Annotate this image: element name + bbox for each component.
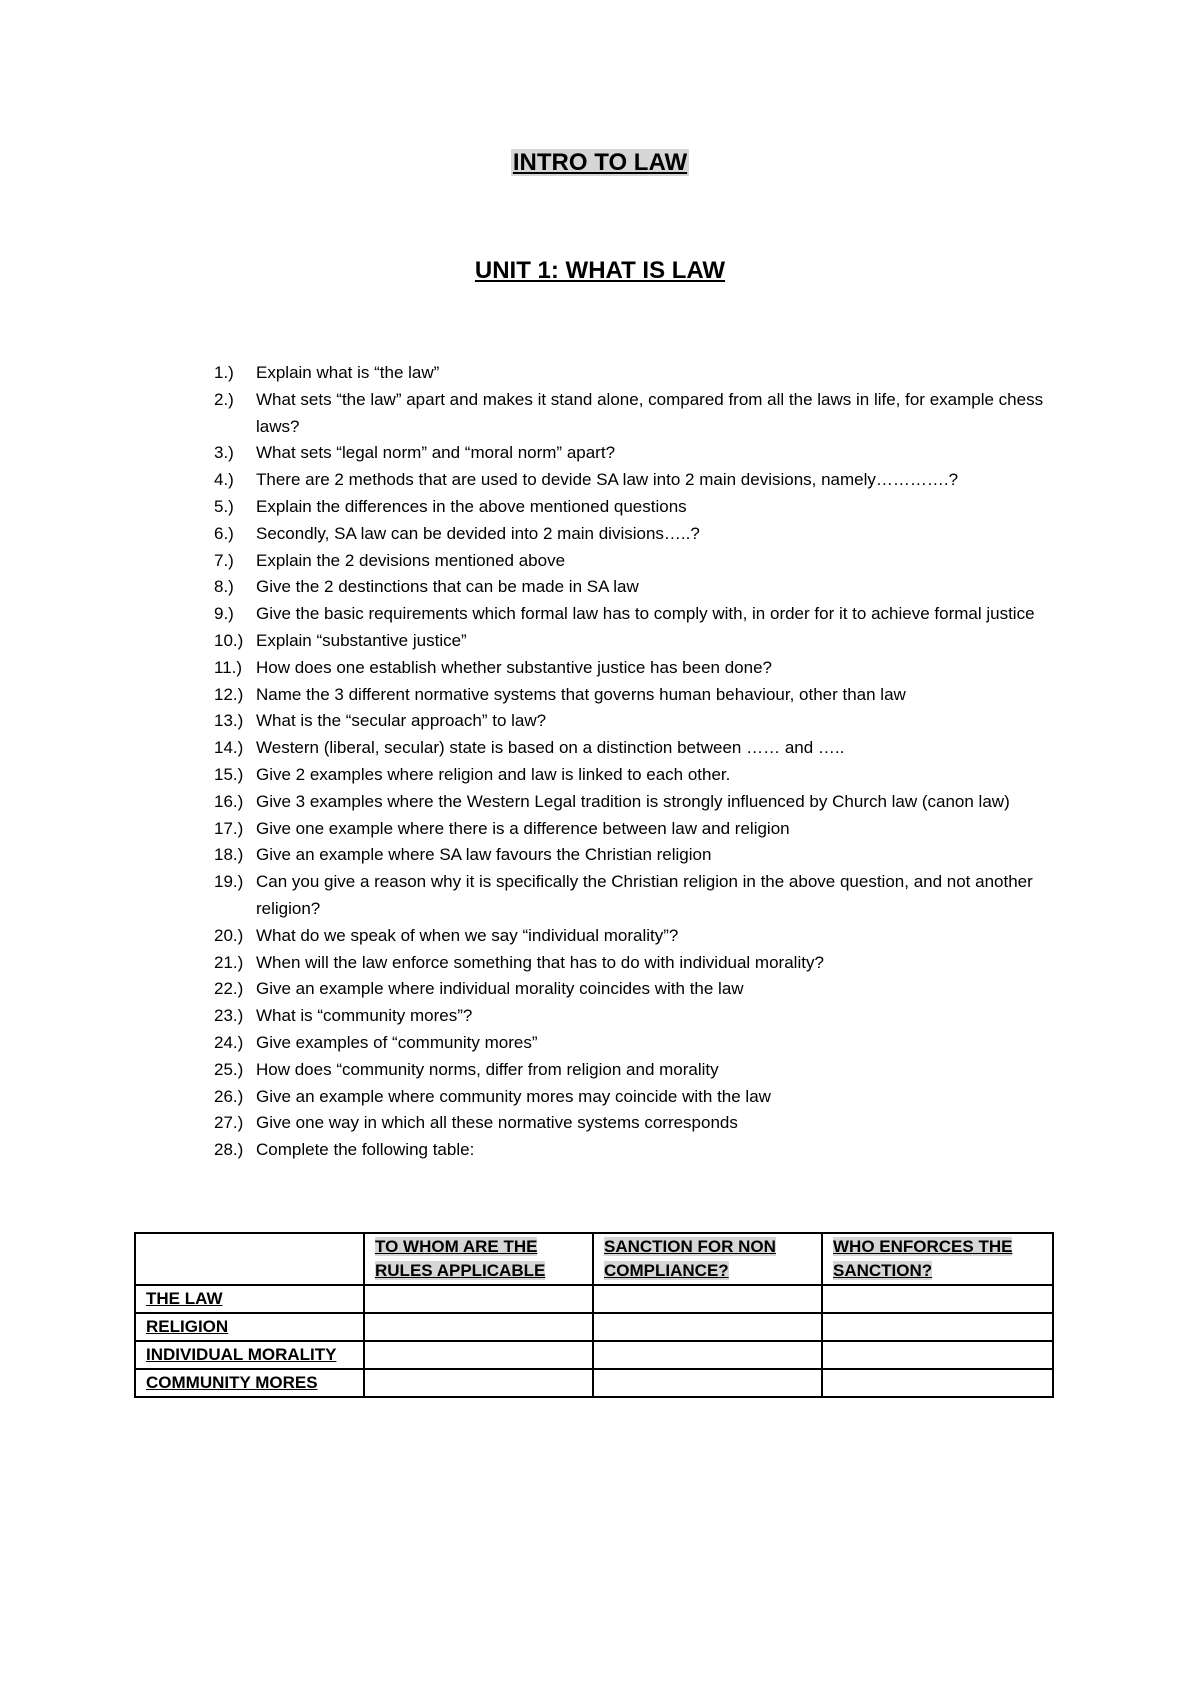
question-number: 25.)	[214, 1059, 244, 1079]
table-row-label	[135, 1341, 364, 1369]
table-row-label-text: RELIGION	[146, 1317, 229, 1336]
question-number: 5.)	[214, 496, 234, 516]
list-item	[214, 976, 1074, 1003]
table-header-text: SANCTION FOR NON COMPLIANCE?	[604, 1237, 776, 1280]
question-text: Give an example where individual morality coincides with the law	[256, 979, 744, 999]
question-number: 24.)	[214, 1032, 244, 1052]
table-header-sanction	[593, 1233, 822, 1285]
question-text: Give 3 examples where the Western Legal tradition is strongly influenced by Church law (canon law)	[256, 791, 1010, 811]
question-text: Complete the following table:	[256, 1140, 475, 1160]
table-row-label	[135, 1285, 364, 1313]
normative-systems-table	[134, 1232, 1054, 1398]
question-number: 20.)	[214, 925, 244, 945]
page-title	[0, 148, 1200, 178]
question-number: 21.)	[214, 952, 244, 972]
table-row	[135, 1341, 1053, 1369]
question-text: What do we speak of when we say “individual morality”?	[256, 925, 679, 945]
table-row	[135, 1369, 1053, 1397]
question-number: 26.)	[214, 1086, 244, 1106]
question-text: What sets “legal norm” and “moral norm” apart?	[256, 443, 616, 463]
list-item	[214, 762, 1074, 789]
question-text: What is “community mores”?	[256, 1006, 473, 1026]
table-row	[135, 1313, 1053, 1341]
table-header-text: WHO ENFORCES THE SANCTION?	[833, 1237, 1013, 1280]
table-cell	[822, 1313, 1053, 1341]
question-text: Give the 2 destinctions that can be made in SA law	[256, 577, 639, 597]
question-text: Give the basic requirements which formal law has to comply with, in order for it to achieve formal justice	[256, 604, 1035, 624]
list-item	[214, 360, 1074, 387]
question-number: 17.)	[214, 818, 244, 838]
table-cell	[593, 1341, 822, 1369]
question-number: 9.)	[214, 604, 234, 624]
question-number: 8.)	[214, 577, 234, 597]
question-text: Explain the differences in the above mentioned questions	[256, 496, 687, 516]
list-item	[214, 1084, 1074, 1111]
question-number: 13.)	[214, 711, 244, 731]
question-text: When will the law enforce something that has to do with individual morality?	[256, 952, 824, 972]
list-item	[214, 521, 1074, 548]
list-item	[214, 467, 1074, 494]
question-text: What sets “the law” apart and makes it stand alone, compared from all the laws in life, for example chess laws?	[256, 389, 1044, 436]
question-text: Explain the 2 devisions mentioned above	[256, 550, 566, 570]
table-row-label-text: THE LAW	[146, 1289, 223, 1308]
table-cell	[593, 1369, 822, 1397]
question-text: How does one establish whether substantive justice has been done?	[256, 657, 773, 677]
table-cell	[822, 1341, 1053, 1369]
list-item	[214, 440, 1074, 467]
table-header-text: TO WHOM ARE THE RULES APPLICABLE	[375, 1237, 546, 1280]
list-item	[214, 548, 1074, 575]
table-header-corner	[135, 1233, 364, 1285]
question-text: Give one way in which all these normative systems corresponds	[256, 1113, 738, 1133]
question-number: 7.)	[214, 550, 234, 570]
question-text: Explain “substantive justice”	[256, 630, 467, 650]
list-item	[214, 601, 1074, 628]
question-text: Can you give a reason why it is specifically the Christian religion in the above question, and not another religion?	[256, 872, 1033, 918]
question-number: 19.)	[214, 872, 244, 892]
question-text: Give 2 examples where religion and law is linked to each other.	[256, 764, 731, 784]
list-item	[214, 869, 1074, 923]
question-number: 18.)	[214, 845, 244, 865]
list-item	[214, 387, 1074, 441]
question-number: 15.)	[214, 764, 244, 784]
table-cell	[593, 1285, 822, 1313]
table-row-label-text: COMMUNITY MORES	[146, 1373, 318, 1392]
page-title-text: INTRO TO LAW	[512, 149, 688, 176]
list-item	[214, 1057, 1074, 1084]
table-cell	[822, 1285, 1053, 1313]
unit-title	[0, 256, 1200, 286]
question-number: 14.)	[214, 738, 244, 758]
question-number: 23.)	[214, 1006, 244, 1026]
question-text: Western (liberal, secular) state is based on a distinction between …… and …..	[256, 738, 845, 758]
table-row	[135, 1285, 1053, 1313]
question-number: 4.)	[214, 470, 234, 490]
table-cell	[822, 1369, 1053, 1397]
question-number: 10.)	[214, 630, 244, 650]
question-text: Give examples of “community mores”	[256, 1032, 538, 1052]
question-text: What is the “secular approach” to law?	[256, 711, 547, 731]
question-number: 6.)	[214, 523, 234, 543]
list-item	[214, 574, 1074, 601]
table-row-label	[135, 1369, 364, 1397]
list-item	[214, 1030, 1074, 1057]
question-text: How does “community norms, differ from religion and morality	[256, 1059, 719, 1079]
table-cell	[364, 1313, 593, 1341]
list-item	[214, 494, 1074, 521]
list-item	[214, 628, 1074, 655]
question-number: 12.)	[214, 684, 244, 704]
question-text: Name the 3 different normative systems that governs human behaviour, other than law	[256, 684, 906, 704]
table-cell	[364, 1285, 593, 1313]
table-cell	[364, 1369, 593, 1397]
question-number: 16.)	[214, 791, 244, 811]
list-item	[214, 950, 1074, 977]
list-item	[214, 789, 1074, 816]
question-text: There are 2 methods that are used to devide SA law into 2 main devisions, namely………….?	[256, 470, 959, 490]
list-item	[214, 842, 1074, 869]
question-text: Give one example where there is a difference between law and religion	[256, 818, 790, 838]
list-item	[214, 655, 1074, 682]
question-list	[214, 360, 1074, 1164]
table-cell	[593, 1313, 822, 1341]
table-row-label	[135, 1313, 364, 1341]
table-header-enforcer	[822, 1233, 1053, 1285]
list-item	[214, 1137, 1074, 1164]
list-item	[214, 1110, 1074, 1137]
question-number: 1.)	[214, 363, 234, 382]
question-number: 3.)	[214, 443, 234, 463]
question-number: 28.)	[214, 1140, 244, 1160]
list-item	[214, 1003, 1074, 1030]
table-header-row	[135, 1233, 1053, 1285]
unit-title-text: UNIT 1: WHAT IS LAW	[474, 257, 726, 284]
list-item	[214, 923, 1074, 950]
question-number: 2.)	[214, 389, 234, 409]
table-row-label-text: INDIVIDUAL MORALITY	[146, 1345, 337, 1364]
question-text: Give an example where SA law favours the Christian religion	[256, 845, 712, 865]
table-header-applicable	[364, 1233, 593, 1285]
table-cell	[364, 1341, 593, 1369]
question-text: Give an example where community mores may coincide with the law	[256, 1086, 771, 1106]
list-item	[214, 735, 1074, 762]
question-text: Secondly, SA law can be devided into 2 main divisions…..?	[256, 523, 700, 543]
list-item	[214, 682, 1074, 709]
question-number: 22.)	[214, 979, 244, 999]
question-text: Explain what is “the law”	[256, 363, 440, 382]
question-number: 27.)	[214, 1113, 244, 1133]
question-number: 11.)	[214, 657, 243, 677]
list-item	[214, 816, 1074, 843]
list-item	[214, 708, 1074, 735]
